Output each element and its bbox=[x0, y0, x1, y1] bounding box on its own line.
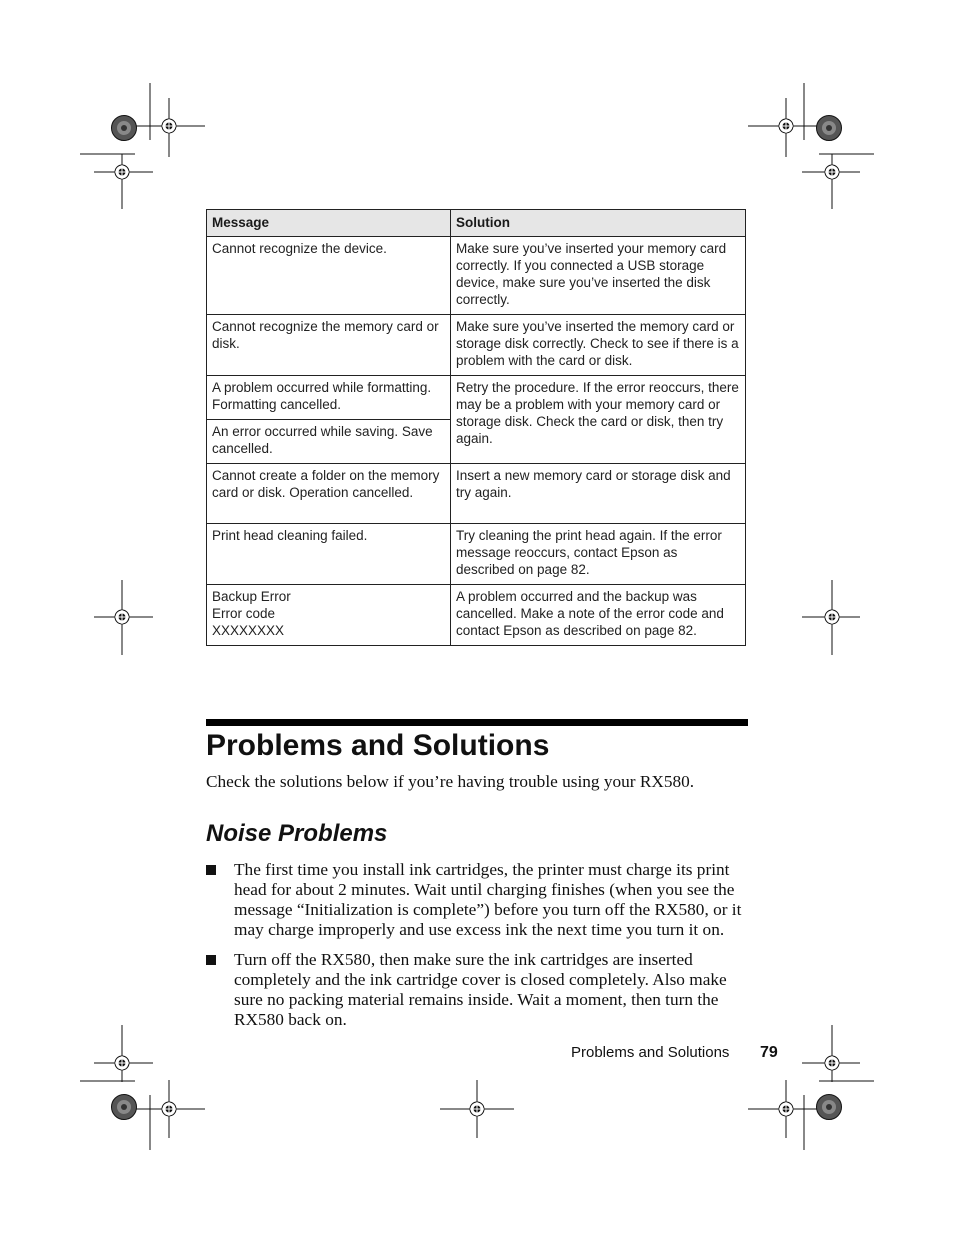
column-header-solution: Solution bbox=[451, 210, 746, 237]
bullet-list bbox=[206, 860, 751, 1040]
list-item-text: Turn off the RX580, then make sure the ink cartridges are inserted completely and the ink cartridge cover is closed completely. Also make sure no packing material remains inside. Wait a moment, then turn the RX580 back on. bbox=[234, 950, 727, 1029]
table-row bbox=[207, 464, 746, 524]
solution-cell: Make sure you’ve inserted the memory card or storage disk correctly. Check to see if there is a problem with the card or disk. bbox=[451, 315, 746, 376]
solution-cell: A problem occurred and the backup was cancelled. Make a note of the error code and contact Epson as described on page 82. bbox=[451, 585, 746, 646]
message-cell: Cannot create a folder on the memory card or disk. Operation cancelled. bbox=[207, 464, 451, 524]
message-cell: Cannot recognize the device. bbox=[207, 237, 451, 315]
error-message-table bbox=[206, 209, 746, 646]
square-bullet-icon bbox=[206, 955, 216, 965]
message-cell: Backup Error Error code XXXXXXXX bbox=[207, 585, 451, 646]
column-header-message: Message bbox=[207, 210, 451, 237]
section-intro: Check the solutions below if you’re having trouble using your RX580. bbox=[206, 772, 695, 791]
list-item-text: The first time you install ink cartridges, the printer must charge its print head for about 2 minutes. Wait until charging finishes (when you see the message “Initialization is complete”) before you turn off the RX580, or it may charge improperly and use excess ink the next time you turn it on. bbox=[234, 860, 742, 939]
list-item bbox=[206, 950, 751, 1030]
section-heading: Problems and Solutions bbox=[206, 729, 550, 762]
message-cell: A problem occurred while formatting. Formatting cancelled. bbox=[207, 376, 451, 420]
subsection-heading: Noise Problems bbox=[206, 820, 388, 847]
message-cell: Print head cleaning failed. bbox=[207, 524, 451, 585]
table-header-row bbox=[207, 210, 746, 237]
table-row bbox=[207, 585, 746, 646]
solution-cell: Try cleaning the print head again. If the error message reoccurs, contact Epson as described on page 82. bbox=[451, 524, 746, 585]
table-row bbox=[207, 237, 746, 315]
message-cell: An error occurred while saving. Save cancelled. bbox=[207, 420, 451, 464]
list-item bbox=[206, 860, 751, 940]
square-bullet-icon bbox=[206, 865, 216, 875]
solution-cell: Retry the procedure. If the error reoccurs, there may be a problem with your memory card or storage disk. Check the card or disk, then try again. bbox=[451, 376, 746, 464]
solution-cell: Make sure you’ve inserted your memory card correctly. If you connected a USB storage device, make sure you’ve inserted the disk correctly. bbox=[451, 237, 746, 315]
section-rule bbox=[206, 719, 748, 726]
message-cell: Cannot recognize the memory card or disk. bbox=[207, 315, 451, 376]
footer-title: Problems and Solutions bbox=[571, 1044, 730, 1061]
table-row bbox=[207, 376, 746, 420]
page-footer bbox=[571, 1042, 781, 1064]
table-row bbox=[207, 524, 746, 585]
table-row bbox=[207, 315, 746, 376]
solution-cell: Insert a new memory card or storage disk and try again. bbox=[451, 464, 746, 524]
page-number: 79 bbox=[760, 1044, 778, 1061]
